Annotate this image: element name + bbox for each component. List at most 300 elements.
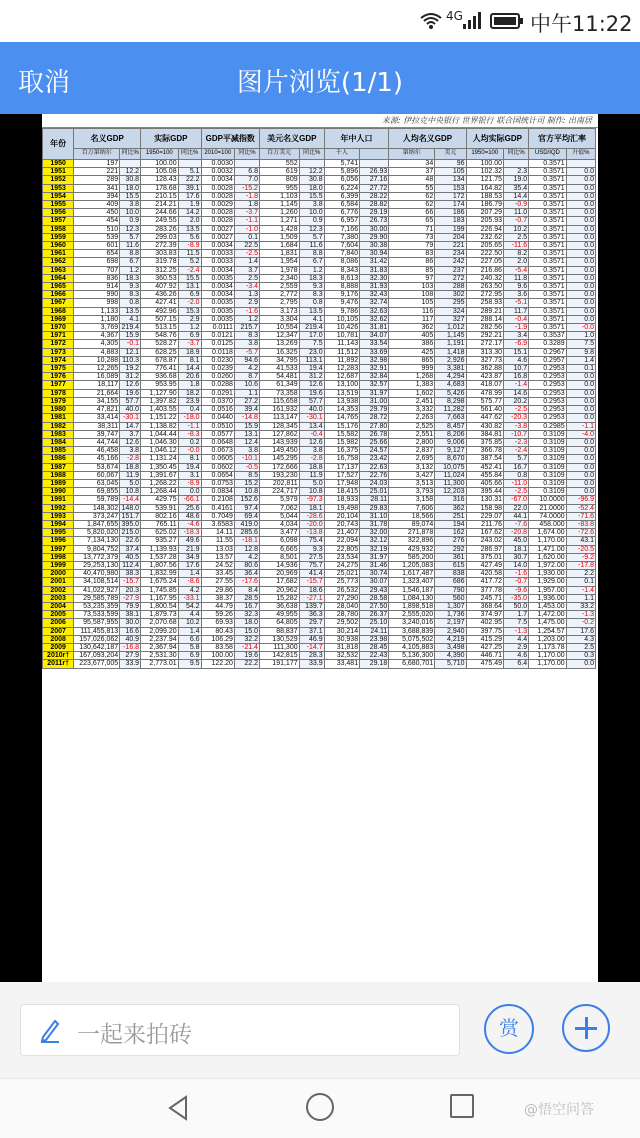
table-cell: -1.8 <box>234 192 259 200</box>
table-row <box>43 414 596 422</box>
table-cell: 0.8 <box>504 471 529 479</box>
table-cell: 80.43 <box>201 627 234 635</box>
table-cell: -71.6 <box>566 512 595 520</box>
table-cell: 1,046.12 <box>141 447 179 455</box>
table-cell: 0.0 <box>566 389 595 397</box>
table-cell: 1,509 <box>259 233 299 241</box>
table-cell: 10,288 <box>74 356 120 364</box>
table-cell: 10,105 <box>324 315 359 323</box>
year-cell: 1954 <box>43 192 74 200</box>
table-cell: 100.00 <box>141 160 179 168</box>
sub-header: 同比% <box>504 149 529 160</box>
table-cell: 0.3109 <box>529 455 567 463</box>
network-type: 4G <box>446 9 463 23</box>
table-cell: 0.0 <box>566 217 595 225</box>
table-cell: 303.83 <box>141 250 179 258</box>
table-cell: 9.6 <box>504 283 529 291</box>
year-cell: 1976 <box>43 373 74 381</box>
table-cell: -1.9 <box>504 324 529 332</box>
table-cell: 0.0 <box>566 397 595 405</box>
table-row <box>43 660 596 668</box>
table-cell: -18.1 <box>234 537 259 545</box>
table-cell: 5.0 <box>120 479 141 487</box>
table-cell: -20.0 <box>299 520 324 528</box>
table-cell: 19.0 <box>504 176 529 184</box>
table-cell: -33.1 <box>178 594 201 602</box>
table-cell: 407.92 <box>141 283 179 291</box>
table-cell: 1,133 <box>74 307 120 315</box>
table-cell: 145,295 <box>259 455 299 463</box>
table-cell: 103 <box>389 283 435 291</box>
table-cell: -27.9 <box>120 594 141 602</box>
col-header: 人均实际GDP <box>466 129 529 149</box>
table-cell: 83.58 <box>201 643 234 651</box>
table-cell: 24,275 <box>324 561 359 569</box>
table-cell: 113,147 <box>259 414 299 422</box>
table-cell: 105 <box>435 168 466 176</box>
table-cell: 8,613 <box>324 274 359 282</box>
table-cell: -52.4 <box>566 504 595 512</box>
table-cell: 95,587,955 <box>74 619 120 627</box>
table-cell: 20.2 <box>504 397 529 405</box>
table-cell: 1,170.00 <box>529 660 567 668</box>
table-row <box>43 381 596 389</box>
year-cell: 1953 <box>43 184 74 192</box>
table-cell: 384.81 <box>466 430 504 438</box>
table-cell: 27.55 <box>201 578 234 586</box>
table-cell: 28.11 <box>360 496 389 504</box>
table-cell: 0.0 <box>566 406 595 414</box>
table-cell: 510 <box>74 225 120 233</box>
table-cell: 16,325 <box>259 348 299 356</box>
table-cell: 211.76 <box>466 520 504 528</box>
table-cell: 395.0 <box>121 520 140 528</box>
table-cell: 8.3 <box>120 291 141 299</box>
table-cell: 0.0034 <box>201 283 234 291</box>
table-cell: 625.02 <box>141 529 179 537</box>
table-cell: 110.3 <box>120 356 141 364</box>
recent-apps-icon[interactable] <box>450 1094 474 1118</box>
table-cell: 17.6 <box>178 561 201 569</box>
table-cell: 0.0 <box>566 479 595 487</box>
table-cell: 0.0030 <box>201 160 234 168</box>
table-cell: 1,428 <box>259 225 299 233</box>
table-cell: 4.4 <box>504 635 529 643</box>
year-cell: 1972 <box>43 340 74 348</box>
table-cell: 20,104 <box>324 512 359 520</box>
table-cell: 38,311 <box>74 422 120 430</box>
table-row <box>43 545 596 553</box>
table-cell: 0.2957 <box>529 356 567 364</box>
table-cell: 57.7 <box>299 397 324 405</box>
table-cell: 914 <box>74 283 120 291</box>
table-cell: 12.6 <box>299 438 324 446</box>
table-cell: 31.97 <box>360 389 389 397</box>
table-cell: 57.7 <box>120 397 141 405</box>
table-cell: 1,271 <box>259 217 299 225</box>
table-cell: 19.4 <box>299 365 324 373</box>
plus-icon[interactable] <box>562 1004 610 1052</box>
image-viewer[interactable] <box>0 114 640 982</box>
table-cell: 1,131.24 <box>141 455 179 463</box>
table-cell: 158.98 <box>466 504 504 512</box>
table-cell: 3.8 <box>120 201 141 209</box>
table-cell: 11,512 <box>324 348 359 356</box>
table-cell: 178.68 <box>141 184 179 192</box>
table-cell: 221 <box>74 168 120 176</box>
table-cell: 0.0 <box>566 315 595 323</box>
table-cell: 117 <box>389 315 435 323</box>
table-cell: 14.4 <box>504 192 529 200</box>
table-cell: 11.55 <box>201 537 234 545</box>
table-cell: -4.0 <box>566 430 595 438</box>
table-cell: 43.1 <box>566 537 595 545</box>
table-cell: 0.0 <box>566 291 595 299</box>
reward-button[interactable]: 赏 <box>484 1004 534 1054</box>
table-cell: 122.20 <box>201 660 234 668</box>
table-cell: 0.3571 <box>529 307 567 315</box>
year-cell: 2006 <box>43 619 74 627</box>
table-cell: 10.0 <box>299 209 324 217</box>
table-cell: 223,677,005 <box>74 660 120 668</box>
table-cell: 44.79 <box>201 602 234 610</box>
table-cell: 0.3571 <box>529 283 567 291</box>
table-cell: 0.0 <box>566 242 595 250</box>
table-row <box>43 209 596 217</box>
table-cell: 128,345 <box>259 422 299 430</box>
col-header: 名义GDP <box>74 129 141 149</box>
table-cell: 18.8 <box>120 463 141 471</box>
table-cell <box>504 160 529 168</box>
table-cell: 2.3 <box>504 168 529 176</box>
table-cell: 221 <box>435 242 466 250</box>
table-cell: 4.6 <box>504 652 529 660</box>
table-cell: 73,533,599 <box>74 611 120 619</box>
table-cell: 11,282 <box>435 406 466 414</box>
table-cell: 22.0 <box>504 504 529 512</box>
table-row <box>43 217 596 225</box>
table-cell: 0.8 <box>120 299 141 307</box>
table-cell: 1,350.45 <box>141 463 179 471</box>
table-cell: -66.1 <box>178 496 201 504</box>
table-cell: 54.2 <box>178 602 201 610</box>
table-cell: 377.78 <box>466 586 504 594</box>
table-cell: -0.4 <box>299 430 324 438</box>
table-cell: 429,932 <box>389 545 435 553</box>
table-cell: 6,098 <box>259 537 299 545</box>
table-cell: 776.41 <box>141 365 179 373</box>
table-cell: 11.6 <box>299 242 324 250</box>
table-cell: 28.72 <box>360 414 389 422</box>
table-cell: 7,663 <box>435 414 466 422</box>
table-cell: 9.8 <box>566 348 595 356</box>
year-cell: 1956 <box>43 209 74 217</box>
table-cell: 10.0000 <box>529 496 567 504</box>
table-cell: -11.0 <box>504 479 529 487</box>
year-cell: 1978 <box>43 389 74 397</box>
table-cell: 1.2 <box>120 266 141 274</box>
table-cell: 3.6583 <box>201 520 234 528</box>
table-cell: 3,498 <box>435 643 466 651</box>
table-cell: 28,780 <box>324 611 359 619</box>
table-cell: 39.1 <box>178 184 201 192</box>
table-row <box>43 438 596 446</box>
table-row <box>43 307 596 315</box>
table-cell: 0.3571 <box>529 160 567 168</box>
table-cell: 2,197 <box>435 619 466 627</box>
table-cell: 3,427 <box>389 471 435 479</box>
back-icon[interactable] <box>166 1095 190 1121</box>
table-cell: 12,347 <box>259 332 299 340</box>
table-row <box>43 570 596 578</box>
table-row <box>43 258 596 266</box>
watermark: @悟空问答 <box>524 1102 594 1118</box>
table-cell: 17,682 <box>259 578 299 586</box>
table-cell: 12.2 <box>120 168 141 176</box>
sub-header: 同比% <box>299 149 324 160</box>
table-cell: 2,531.30 <box>141 652 179 660</box>
table-cell: 0.3571 <box>529 201 567 209</box>
table-cell: 0.0034 <box>201 266 234 274</box>
table-cell: 54,481 <box>259 373 299 381</box>
table-cell: 157,026,062 <box>74 635 120 643</box>
table-cell: 31.78 <box>360 520 389 528</box>
year-cell: 2005 <box>43 611 74 619</box>
year-cell: 1982 <box>43 422 74 430</box>
table-cell: 15.9 <box>120 332 141 340</box>
table-cell: 436.26 <box>141 291 179 299</box>
table-cell: 12,265 <box>74 365 120 373</box>
table-cell: 22,805 <box>324 545 359 553</box>
table-cell: 0.0033 <box>201 258 234 266</box>
table-cell: -0.7 <box>504 217 529 225</box>
table-cell: 2.9 <box>504 643 529 651</box>
table-cell: 1,674.00 <box>529 529 567 537</box>
sub-header: 同比% <box>234 149 259 160</box>
table-cell: 0.3571 <box>529 184 567 192</box>
table-cell: 100.00 <box>201 652 234 660</box>
wifi-icon <box>420 12 442 35</box>
table-cell: -9.6 <box>504 586 529 594</box>
table-cell: -6.9 <box>504 340 529 348</box>
table-cell: 4,105,883 <box>389 643 435 651</box>
table-cell: 172 <box>435 192 466 200</box>
table-cell: 575.77 <box>466 397 504 405</box>
table-cell: 100.00 <box>466 160 504 168</box>
table-cell: 2.0 <box>504 258 529 266</box>
table-cell: 38.3 <box>120 570 141 578</box>
table-cell: 8,670 <box>435 455 466 463</box>
table-cell: 3,769 <box>74 324 120 332</box>
table-cell: 85 <box>389 266 435 274</box>
table-cell: -2.5 <box>504 406 529 414</box>
table-cell: 1,954 <box>259 258 299 266</box>
table-cell: 16,089 <box>74 373 120 381</box>
table-cell: 0.2108 <box>201 496 234 504</box>
table-cell: 1,323,407 <box>389 578 435 586</box>
table-cell: 1,307 <box>435 602 466 610</box>
table-cell: 5,075,502 <box>389 635 435 643</box>
table-cell: 9,127 <box>435 447 466 455</box>
table-cell: 18.0 <box>120 184 141 192</box>
table-cell: 1.4 <box>566 356 595 364</box>
table-cell: 49.6 <box>178 537 201 545</box>
table-cell: 34 <box>389 160 435 168</box>
table-cell: 936.68 <box>141 373 179 381</box>
table-cell: 2,772 <box>259 291 299 299</box>
table-cell: 16,375 <box>324 447 359 455</box>
table-cell: 33.2 <box>566 602 595 610</box>
year-cell: 1955 <box>43 201 74 209</box>
table-cell: 0.0834 <box>201 488 234 496</box>
table-row <box>43 291 596 299</box>
table-cell: 11.7 <box>504 307 529 315</box>
table-cell: 0.0370 <box>201 397 234 405</box>
table-cell: 409 <box>74 201 120 209</box>
table-cell: 427.41 <box>141 299 179 307</box>
table-cell: 167.62 <box>466 529 504 537</box>
table-cell: 40.0 <box>299 406 324 414</box>
table-cell: 3,304 <box>259 315 299 323</box>
table-cell: 142,815 <box>259 652 299 660</box>
cancel-button[interactable]: 取消 <box>18 68 71 98</box>
table-cell: 386 <box>389 340 435 348</box>
table-cell: 36.4 <box>234 570 259 578</box>
year-cell: 1950 <box>43 160 74 168</box>
table-row <box>43 406 596 414</box>
table-cell: 106.29 <box>201 635 234 643</box>
table-cell: 2,559 <box>259 283 299 291</box>
table-cell: 3,513 <box>389 479 435 487</box>
table-row <box>43 225 596 233</box>
table-cell: 40.0 <box>120 406 141 414</box>
table-cell: 19.6 <box>120 389 141 397</box>
table-cell: 8.8 <box>299 250 324 258</box>
home-icon[interactable] <box>306 1093 334 1121</box>
table-cell: 14.2 <box>178 209 201 217</box>
table-cell: 19.6 <box>299 389 324 397</box>
table-row <box>43 176 596 184</box>
table-cell: 397.75 <box>466 627 504 635</box>
table-cell: 62 <box>389 192 435 200</box>
year-cell: 1983 <box>43 430 74 438</box>
table-cell: 108 <box>389 291 435 299</box>
table-cell: 405 <box>389 332 435 340</box>
table-cell: 0.4161 <box>201 504 234 512</box>
table-cell: 4,294 <box>435 373 466 381</box>
table-cell: 19,498 <box>324 504 359 512</box>
year-cell: 2004 <box>43 602 74 610</box>
table-cell: 22.63 <box>360 463 389 471</box>
year-cell: 1969 <box>43 315 74 323</box>
table-cell: 0.0034 <box>201 242 234 250</box>
table-cell: 39,747 <box>74 430 120 438</box>
table-cell: 4.2 <box>178 586 201 594</box>
table-cell: 295 <box>435 299 466 307</box>
table-cell: 9.3 <box>299 283 324 291</box>
table-cell: 405.66 <box>466 479 504 487</box>
table-cell: 29.19 <box>360 209 389 217</box>
table-cell: 83 <box>389 250 435 258</box>
table-cell: 0.0029 <box>201 201 234 209</box>
table-row <box>43 512 596 520</box>
table-cell: 0.0230 <box>201 356 234 364</box>
table-cell: 11.0 <box>504 209 529 217</box>
table-cell: 10.0 <box>120 209 141 217</box>
table-cell: 999 <box>389 365 435 373</box>
table-cell: -1.4 <box>504 381 529 389</box>
table-cell: 12,283 <box>324 365 359 373</box>
table-cell: 188.53 <box>466 192 504 200</box>
table-cell: 10.6 <box>234 381 259 389</box>
year-cell: 1989 <box>43 479 74 487</box>
table-cell: 0.0288 <box>201 381 234 389</box>
table-cell: -17.8 <box>566 561 595 569</box>
table-cell: 12,687 <box>324 373 359 381</box>
table-cell: 29.83 <box>360 504 389 512</box>
table-cell: 0.0291 <box>201 389 234 397</box>
table-cell: 172,666 <box>259 463 299 471</box>
table-cell: 0.0654 <box>201 471 234 479</box>
table-cell: 0.0121 <box>201 332 234 340</box>
table-cell: 15.3 <box>178 307 201 315</box>
table-cell: 327.73 <box>466 356 504 364</box>
table-cell: 2,551 <box>389 430 435 438</box>
table-cell: 97 <box>389 274 435 282</box>
table-cell: 0.0673 <box>201 447 234 455</box>
table-cell: 59.26 <box>201 611 234 619</box>
table-cell: 10,781 <box>324 332 359 340</box>
table-cell: 6.9 <box>178 652 201 660</box>
table-cell: 23,534 <box>324 553 359 561</box>
table-cell: 202,811 <box>259 479 299 487</box>
table-cell: 0.2953 <box>529 389 567 397</box>
table-cell: 3,158 <box>389 496 435 504</box>
table-cell: 205.93 <box>466 217 504 225</box>
table-cell: 25,773 <box>324 578 359 586</box>
table-row <box>43 602 596 610</box>
table-cell: 2,926 <box>435 356 466 364</box>
table-cell: 1,127.90 <box>141 389 179 397</box>
table-cell: 8,206 <box>435 430 466 438</box>
table-cell: 707 <box>74 266 120 274</box>
table-cell: 73 <box>389 233 435 241</box>
table-cell: 1,139.93 <box>141 545 179 553</box>
table-cell: 127,862 <box>259 430 299 438</box>
table-cell: 15.5 <box>299 192 324 200</box>
table-cell: 3.7 <box>120 430 141 438</box>
table-cell: 809 <box>259 176 299 184</box>
table-cell: 14.11 <box>201 529 234 537</box>
comment-input[interactable] <box>20 1004 460 1056</box>
table-cell <box>234 160 259 168</box>
table-cell: 282.56 <box>466 324 504 332</box>
table-cell: 27.9 <box>120 652 141 660</box>
table-cell: 2.5 <box>566 643 595 651</box>
table-cell: 628.25 <box>141 348 179 356</box>
page-title: 图片浏览(1/1) <box>236 68 404 98</box>
table-cell: 31.10 <box>360 512 389 520</box>
table-cell: -8.9 <box>178 479 201 487</box>
table-cell: 30.94 <box>360 250 389 258</box>
table-cell: 148,302 <box>74 504 120 512</box>
table-cell: 30.8 <box>120 176 141 184</box>
table-cell: 6.7 <box>120 258 141 266</box>
table-cell: 0.2967 <box>529 348 567 356</box>
table-row <box>43 488 596 496</box>
table-cell: 1,254.57 <box>529 627 567 635</box>
table-cell: 0.3 <box>566 652 595 660</box>
